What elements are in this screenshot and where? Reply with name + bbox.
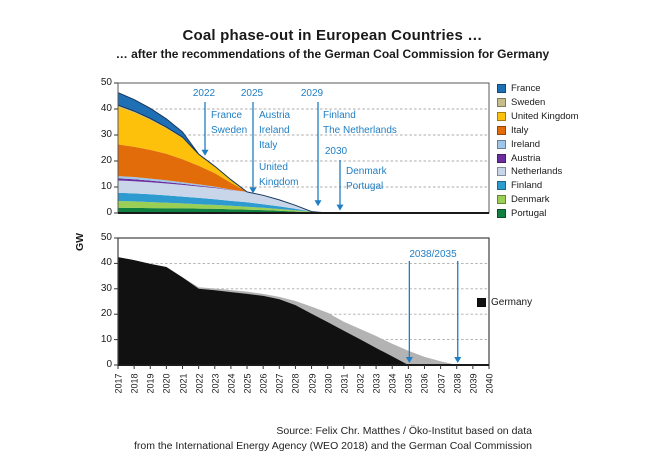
x-tick-2027: 2027: [274, 373, 285, 394]
annotation-year-2022: 2022: [192, 88, 216, 99]
x-tick-2035: 2035: [403, 373, 414, 394]
germany-legend-label: Germany: [491, 297, 533, 308]
bottom-y-tick-0: 0: [106, 359, 112, 370]
x-tick-2017: 2017: [113, 373, 124, 394]
area-germany: [118, 257, 489, 365]
annotation-year-2025: 2025: [240, 88, 264, 99]
x-tick-2037: 2037: [436, 373, 447, 394]
annotation-countries-2022: [211, 108, 247, 138]
legend-item-netherlands: [497, 165, 562, 178]
annotation-country-label: Sweden: [211, 125, 248, 136]
bottom-y-tick-40: 40: [100, 257, 112, 269]
annotation-country-label: Ireland: [259, 125, 290, 136]
legend-swatch: [497, 167, 506, 176]
legend-item-united-kingdom: [497, 110, 579, 123]
bottom-y-tick-30: 30: [100, 282, 112, 294]
legend-label: Portugal: [511, 208, 547, 220]
annotation-year-germany: 2038/2035: [409, 249, 457, 260]
legend-swatch: [497, 126, 506, 135]
legend-swatch: [497, 140, 506, 149]
x-tick-2026: 2026: [258, 373, 269, 394]
legend-label: Italy: [511, 124, 529, 136]
annotation-countries-2029: [323, 108, 397, 138]
germany-legend-swatch: [477, 298, 486, 307]
x-tick-2025: 2025: [242, 373, 253, 394]
y-axis-unit-label: GW: [74, 232, 86, 252]
top-y-tick-20: 20: [100, 155, 112, 166]
legend-swatch: [497, 98, 506, 107]
annotation-country-label: Portugal: [346, 181, 384, 192]
source-line-2: from the International Energy Agency (WEO 2018) and the German Coal Commission: [133, 440, 532, 452]
legend-swatch: [497, 209, 506, 218]
annotation-arrow-head: [454, 357, 461, 363]
annotation-country-label: Italy: [259, 140, 278, 151]
annotation-country-label: Finland: [323, 110, 356, 121]
top-y-tick-30: 30: [100, 129, 112, 140]
x-tick-2019: 2019: [145, 373, 156, 394]
x-tick-2033: 2033: [371, 373, 382, 394]
x-tick-2036: 2036: [419, 373, 430, 394]
top-y-tick-10: 10: [100, 181, 112, 192]
legend-swatch: [497, 154, 506, 163]
top-y-tick-0: 0: [106, 207, 112, 218]
x-tick-2040: 2040: [484, 373, 495, 394]
x-tick-2038: 2038: [452, 373, 463, 394]
legend-label: Denmark: [511, 194, 550, 206]
legend-label: Finland: [511, 180, 543, 192]
legend-item-denmark: [497, 193, 550, 206]
bottom-y-tick-10: 10: [100, 333, 112, 345]
x-tick-2024: 2024: [226, 373, 237, 394]
x-tick-2023: 2023: [210, 373, 221, 394]
legend-swatch: [497, 84, 506, 93]
annotation-country-label: The Netherlands: [323, 125, 397, 136]
annotation-year-2029: 2029: [300, 88, 324, 99]
source-line-1: Source: Felix Chr. Matthes / Öko-Institut based on data: [276, 425, 532, 437]
legend-swatch: [497, 112, 506, 121]
legend-label: United Kingdom: [511, 110, 579, 122]
top-y-tick-40: 40: [100, 103, 112, 114]
annotation-country-label: United: [259, 162, 288, 173]
x-tick-2028: 2028: [290, 373, 301, 394]
legend-swatch: [497, 195, 506, 204]
annotation-country-label: Kingdom: [259, 177, 299, 188]
annotation-countries-2025: [259, 108, 290, 153]
x-tick-2032: 2032: [355, 373, 366, 394]
annotation-country-label: Austria: [259, 110, 291, 121]
annotation-arrow-head: [337, 205, 344, 211]
page-title: Coal phase-out in European Countries …: [182, 27, 483, 44]
legend-item-ireland: [497, 138, 540, 151]
legend-label: France: [511, 83, 541, 94]
x-tick-2018: 2018: [129, 373, 140, 394]
annotation-country-label: France: [211, 110, 243, 121]
x-tick-2039: 2039: [468, 373, 479, 394]
legend-label: Ireland: [511, 138, 541, 150]
x-tick-2030: 2030: [323, 373, 334, 394]
legend-swatch: [497, 181, 506, 190]
legend-item-france: [497, 82, 541, 95]
x-tick-2031: 2031: [339, 373, 350, 394]
legend-item-portugal: [497, 207, 546, 220]
x-tick-2021: 2021: [178, 373, 189, 394]
bottom-y-tick-50: 50: [100, 232, 112, 243]
bottom-y-tick-20: 20: [100, 308, 112, 320]
annotation-arrow-head: [202, 150, 209, 156]
germany-legend-item: [477, 296, 532, 309]
annotation-country-label: Denmark: [346, 166, 387, 177]
top-y-tick-50: 50: [100, 77, 112, 88]
source-note: [0, 424, 532, 454]
annotation-arrow-head: [315, 200, 322, 206]
x-tick-2020: 2020: [161, 373, 172, 394]
legend-item-sweden: [497, 96, 545, 109]
legend-item-finland: [497, 179, 542, 192]
legend-item-austria: [497, 152, 541, 165]
x-tick-2029: 2029: [307, 373, 318, 394]
x-tick-2022: 2022: [194, 373, 205, 394]
x-tick-2034: 2034: [387, 373, 398, 394]
annotation-year-2030: 2030: [324, 146, 348, 157]
annotation-countries-2030: [346, 164, 387, 194]
legend-label: Austria: [511, 152, 541, 164]
legend-item-italy: [497, 124, 528, 137]
annotation-countries-2025: [259, 160, 298, 190]
page-subtitle: … after the recommendations of the German Coal Commission for Germany: [115, 47, 550, 61]
legend-label: Sweden: [511, 96, 546, 108]
legend-label: Netherlands: [511, 166, 563, 178]
